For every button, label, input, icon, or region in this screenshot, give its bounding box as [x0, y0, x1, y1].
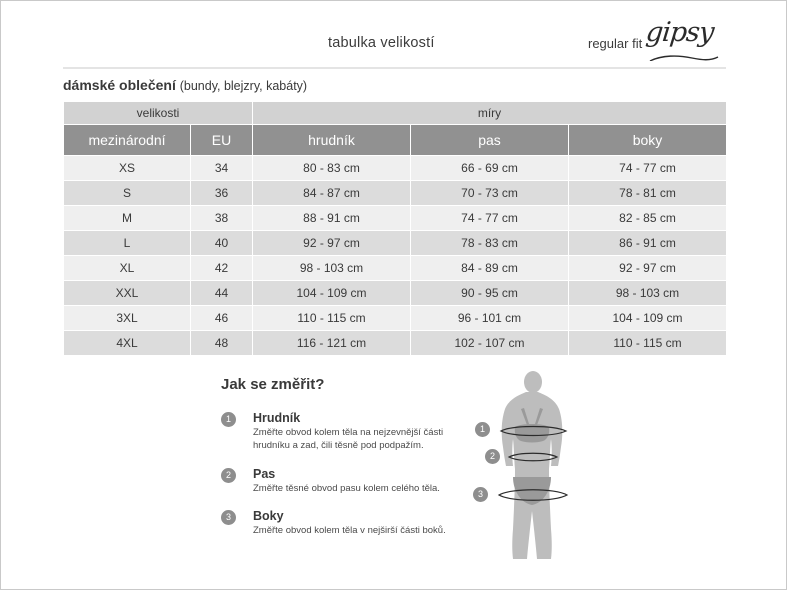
cell-international: 3XL [64, 306, 191, 331]
group-header-measures: míry [253, 102, 727, 125]
cell-chest: 104 - 109 cm [253, 281, 411, 306]
cell-chest: 80 - 83 cm [253, 156, 411, 181]
column-header-hips: boky [569, 125, 727, 156]
step-title: Boky [253, 509, 284, 524]
cell-international: XS [64, 156, 191, 181]
cell-eu: 38 [191, 206, 253, 231]
cell-eu: 48 [191, 331, 253, 356]
how-to-measure-title: Jak se změřit? [221, 376, 325, 393]
cell-hips: 74 - 77 cm [569, 156, 727, 181]
table-row [64, 256, 727, 281]
cell-waist: 78 - 83 cm [411, 231, 569, 256]
cell-hips: 92 - 97 cm [569, 256, 727, 281]
size-table [63, 101, 727, 356]
step-number-badge: 1 [221, 412, 236, 427]
cell-eu: 44 [191, 281, 253, 306]
figure-badge-chest: 1 [475, 422, 490, 437]
cell-eu: 34 [191, 156, 253, 181]
category-subtitle [63, 77, 307, 93]
step-number-badge: 3 [221, 510, 236, 525]
group-header-sizes: velikosti [64, 102, 253, 125]
column-header-chest: hrudník [253, 125, 411, 156]
cell-waist: 90 - 95 cm [411, 281, 569, 306]
step-description: Změřte obvod kolem těla na nejzevnější části hrudníku a zad, čili těsně pod podpažím. [253, 427, 444, 451]
table-row [64, 331, 727, 356]
step-description: Změřte obvod kolem těla v nejširší části boků. [253, 525, 446, 537]
table-row [64, 206, 727, 231]
brand-underline-icon [648, 51, 720, 61]
fit-label: regular fit [588, 36, 643, 51]
cell-chest: 98 - 103 cm [253, 256, 411, 281]
category-detail: (bundy, blejzry, kabáty) [179, 79, 308, 93]
page-header [63, 17, 726, 69]
cell-eu: 36 [191, 181, 253, 206]
table-row [64, 181, 727, 206]
step-number-badge: 2 [221, 468, 236, 483]
cell-hips: 78 - 81 cm [569, 181, 727, 206]
cell-international: XL [64, 256, 191, 281]
page-title: tabulka velikostí [328, 35, 435, 51]
table-row [64, 281, 727, 306]
cell-international: L [64, 231, 191, 256]
table-row [64, 306, 727, 331]
cell-waist: 66 - 69 cm [411, 156, 569, 181]
female-body-silhouette-icon [471, 369, 601, 564]
cell-international: M [64, 206, 191, 231]
table-row [64, 156, 727, 181]
column-header-eu: EU [191, 125, 253, 156]
category-name: dámské oblečení [63, 77, 176, 93]
cell-hips: 110 - 115 cm [569, 331, 727, 356]
cell-waist: 84 - 89 cm [411, 256, 569, 281]
cell-hips: 98 - 103 cm [569, 281, 727, 306]
cell-chest: 84 - 87 cm [253, 181, 411, 206]
cell-hips: 82 - 85 cm [569, 206, 727, 231]
cell-hips: 86 - 91 cm [569, 231, 727, 256]
cell-international: 4XL [64, 331, 191, 356]
cell-eu: 42 [191, 256, 253, 281]
measurement-figure [471, 369, 601, 564]
cell-waist: 70 - 73 cm [411, 181, 569, 206]
table-header-row [64, 125, 727, 156]
cell-eu: 46 [191, 306, 253, 331]
brand-logo [646, 19, 726, 65]
cell-hips: 104 - 109 cm [569, 306, 727, 331]
header-divider [63, 67, 726, 69]
column-header-waist: pas [411, 125, 569, 156]
cell-chest: 110 - 115 cm [253, 306, 411, 331]
figure-badge-waist: 2 [485, 449, 500, 464]
cell-eu: 40 [191, 231, 253, 256]
cell-waist: 96 - 101 cm [411, 306, 569, 331]
figure-badge-hips: 3 [473, 487, 488, 502]
cell-waist: 102 - 107 cm [411, 331, 569, 356]
brand-name: gipsy [644, 17, 715, 48]
cell-chest: 116 - 121 cm [253, 331, 411, 356]
column-header-international: mezinárodní [64, 125, 191, 156]
step-description: Změřte těsné obvod pasu kolem celého těla. [253, 482, 440, 494]
cell-waist: 74 - 77 cm [411, 206, 569, 231]
cell-chest: 88 - 91 cm [253, 206, 411, 231]
step-title: Pas [253, 466, 276, 481]
cell-international: XXL [64, 281, 191, 306]
table-row [64, 231, 727, 256]
step-title: Hrudník [253, 411, 301, 425]
cell-international: S [64, 181, 191, 206]
cell-chest: 92 - 97 cm [253, 231, 411, 256]
table-group-header-row [64, 102, 727, 125]
